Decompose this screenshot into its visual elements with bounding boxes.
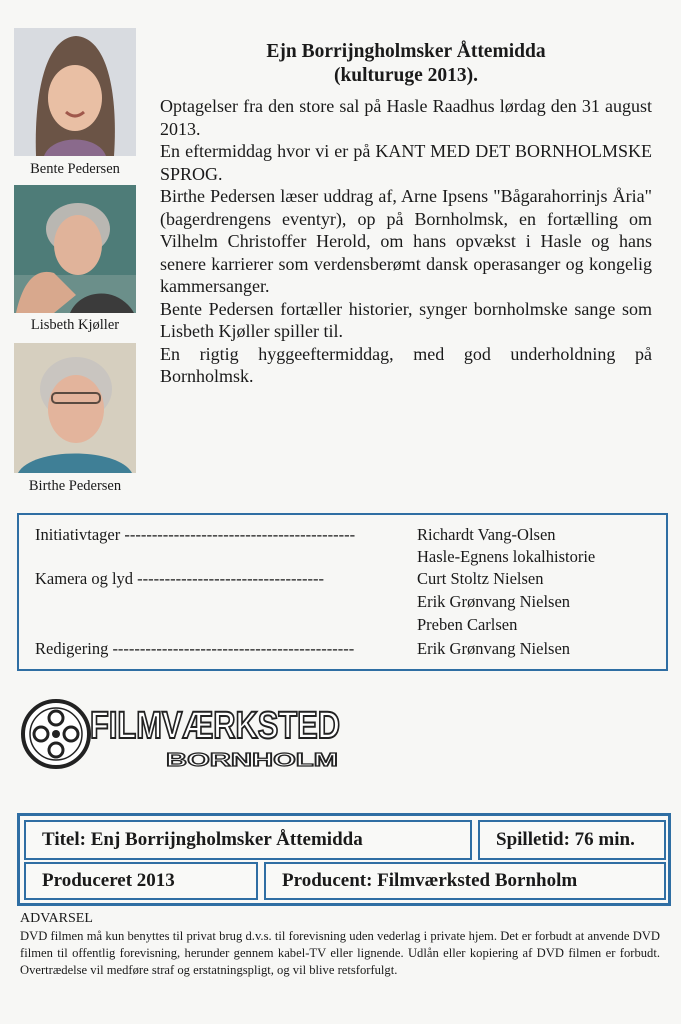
cell-produceret [24,862,258,900]
credit-row [35,569,655,591]
credit-row [35,592,655,614]
cell-titel [24,820,472,860]
description-paragraph: Bente Pedersen fortæller historier, synger bornholmske sange som Lisbeth Kjøller spiller til. [160,298,652,341]
portrait-image [14,343,136,473]
cell-producent [264,862,666,900]
description-paragraph: Optagelser fra den store sal på Hasle Raadhus lørdag den 31 august 2013. [160,96,652,139]
description [160,95,652,388]
credit-value: Curt Stoltz Nielsen [417,569,544,588]
titel-text: Titel: Enj Borrijngholmsker Åttemidda [42,829,363,850]
portrait-image [14,28,136,156]
photo-bente-pedersen [14,28,136,156]
info-table [17,813,671,906]
page-title [160,40,652,88]
caption-lisbeth: Lisbeth Kjøller [30,317,120,333]
credit-value: Richardt Vang-Olsen [417,525,556,544]
credit-value: Preben Carlsen [417,615,518,634]
credit-row [35,615,655,637]
spilletid-text: Spilletid: 76 min. [496,829,635,850]
credit-row [35,639,655,661]
caption-bente: Bente Pedersen [30,161,120,177]
warning-heading: ADVARSEL [20,911,93,926]
warning-text: DVD filmen må kun benyttes til privat brug d.v.s. til forevisning uden vederlag i private hjem. Det er forbudt at anvende DVD filmen til offentlig forevisning, herunder gennem kabel-TV eller lignende. Udlån eller kopiering af DVD filmen er forbudt. Overtrædelse vil medføre straf og erstatningspligt, og vil blive retsforfulgt. [20,929,660,977]
description-paragraph: En eftermiddag hvor vi er på KANT MED DET BORNHOLMSKE SPROG. [160,141,652,184]
description-paragraph: Birthe Pedersen læser uddrag af, Arne Ipsens "Bågarahorrinjs Åria" (bagerdrengens eventyr), op på Bornholmsk, en fortælling om Vilhelm Christoffer Herold, om hans opvækst i Hasle og hans senere karrierer som verdensberømt dansk operasanger og kongelig kammersanger. [160,186,652,296]
credit-label: Kamera og lyd ---------------------------------- [35,569,324,588]
credit-row [35,547,655,569]
film-reel-icon [23,701,89,767]
title-line-1: Ejn Borrijngholmsker Åttemidda [266,41,546,62]
credit-value: Erik Grønvang Nielsen [417,639,571,658]
photo-birthe-pedersen [14,343,136,473]
photo-lisbeth-kjoller [14,185,136,313]
description-paragraph: En rigtig hyggeeftermiddag, med god underholdning på Bornholmsk. [160,343,652,386]
produceret-text: Produceret 2013 [42,870,175,891]
credit-value: Hasle-Egnens lokalhistorie [417,547,596,566]
logo-subword: BORNHOLM [166,750,338,770]
credit-row [35,525,655,547]
portrait-image [14,185,136,313]
credit-label: Initiativtager ------------------------------------------ [35,525,356,544]
title-line-2: (kulturuge 2013). [333,65,479,86]
cell-spilletid [478,820,666,860]
credits-box [17,513,668,671]
logo-word: FILMVÆRKSTED [90,705,340,747]
filmvaerksted-logo [16,692,346,778]
credit-label: Redigering -------------------------------------------- [35,639,355,658]
caption-birthe: Birthe Pedersen [28,478,122,494]
credit-value: Erik Grønvang Nielsen [417,592,571,611]
producent-text: Producent: Filmværksted Bornholm [282,870,578,891]
